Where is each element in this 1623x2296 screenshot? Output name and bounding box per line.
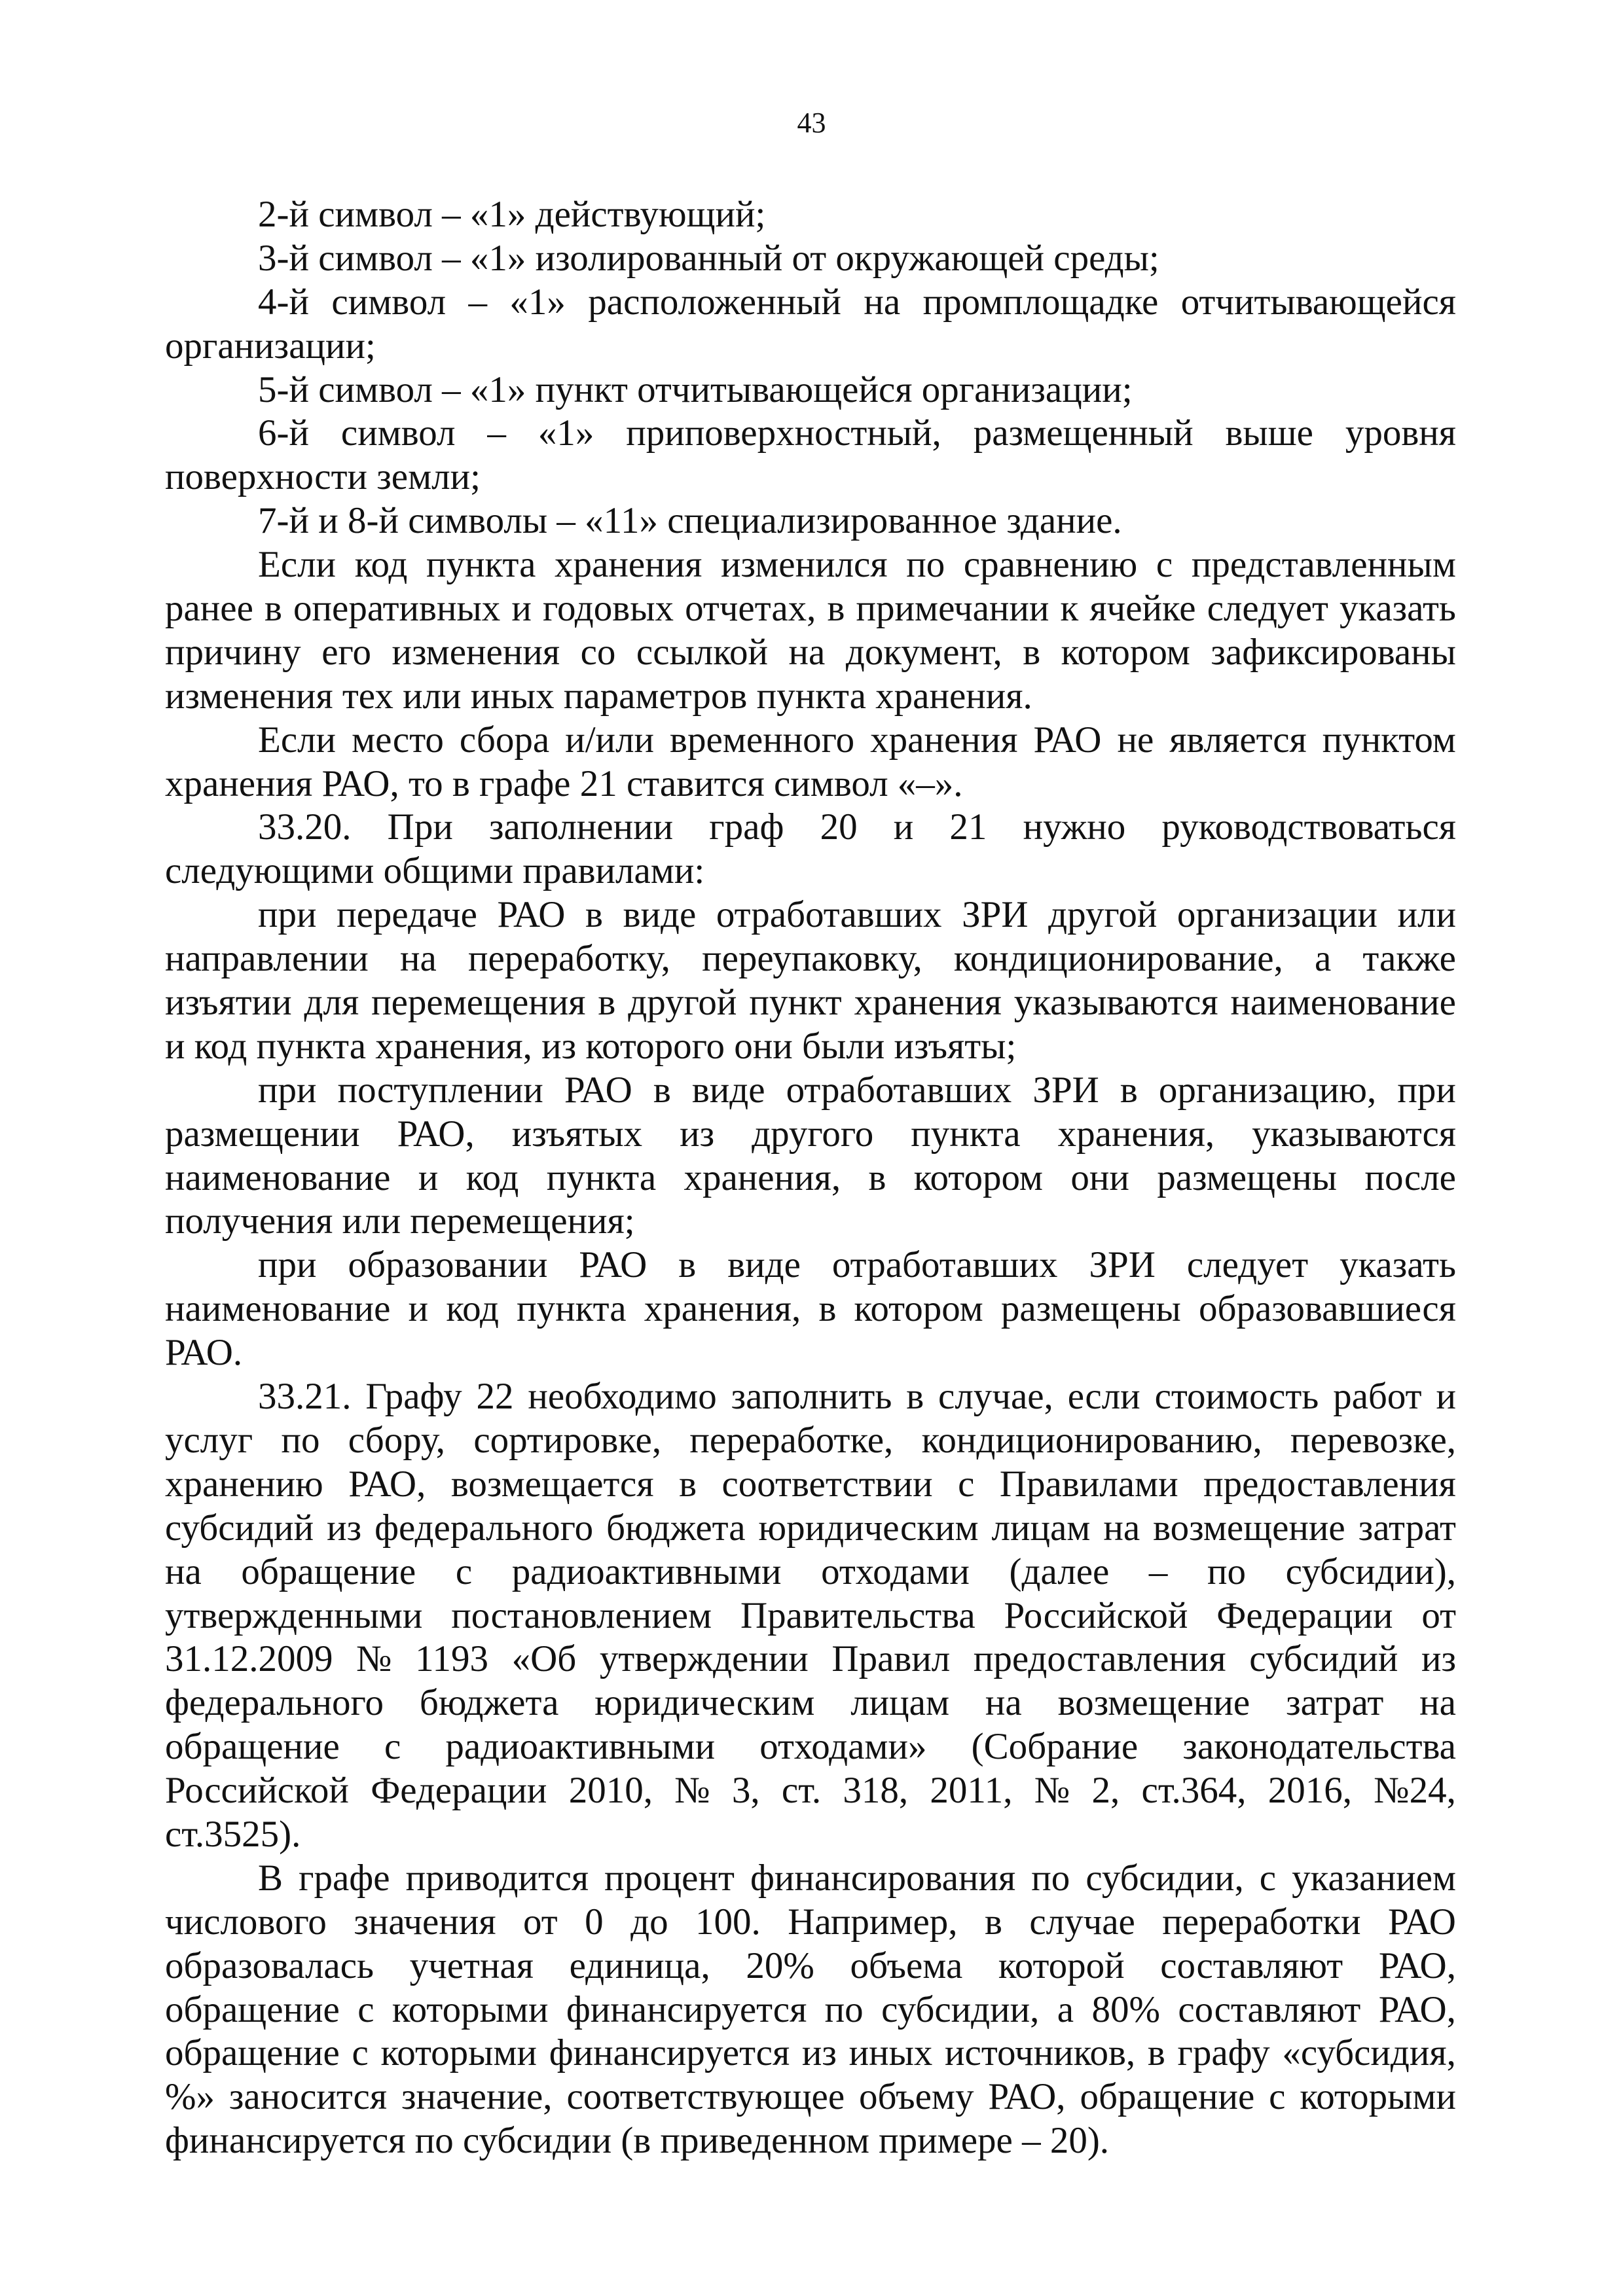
text-line: направлении на переработку, переупаковку, кондиционирование, а также — [165, 938, 1456, 980]
text-line: размещении РАО, изъятых из другого пункта хранения, указываются — [165, 1113, 1456, 1155]
text-line: обращение с радиоактивными отходами» (Собрание законодательства — [165, 1726, 1456, 1768]
text-line: Если место сбора и/или временного хранения РАО не является пунктом — [258, 719, 1456, 761]
text-line: при образовании РАО в виде отработавших ЗРИ следует указать — [258, 1244, 1456, 1286]
paragraph — [165, 1244, 1456, 1375]
text-line: хранения РАО, то в графе 21 ставится символ «–». — [165, 762, 963, 804]
text-line: Если код пункта хранения изменился по сравнению с представленным — [258, 544, 1456, 586]
text-line: услуг по сбору, сортировке, переработке, кондиционированию, перевозке, — [165, 1419, 1456, 1461]
text-line: федерального бюджета юридическим лицам на возмещение затрат на — [165, 1682, 1456, 1724]
paragraph — [165, 237, 1456, 281]
page-number: 43 — [797, 107, 826, 139]
text-line: образовалась учетная единица, 20% объема которой составляют РАО, — [165, 1945, 1456, 1986]
text-line: В графе приводится процент финансирования по субсидии, с указанием — [258, 1857, 1456, 1899]
paragraph — [165, 499, 1456, 543]
body-text — [165, 193, 1456, 2163]
text-line: причину его изменения со ссылкой на документ, в котором зафиксированы — [165, 631, 1456, 673]
text-line: %» заносится значение, соответствующее объему РАО, обращение с которыми — [165, 2076, 1456, 2118]
text-line: следующими общими правилами: — [165, 850, 705, 892]
text-line: 2-й символ – «1» действующий; — [258, 194, 766, 235]
paragraph — [165, 412, 1456, 499]
text-line: получения или перемещения; — [165, 1200, 635, 1242]
paragraph — [165, 893, 1456, 1069]
text-line: изменения тех или иных параметров пункта хранения. — [165, 675, 1032, 717]
text-line: 4-й символ – «1» расположенный на промплощадке отчитывающейся — [258, 281, 1456, 323]
text-line: финансируется по субсидии (в приведенном примере – 20). — [165, 2120, 1110, 2162]
paragraph — [165, 543, 1456, 719]
paragraph — [165, 719, 1456, 806]
text-line: при поступлении РАО в виде отработавших ЗРИ в организацию, при — [258, 1069, 1456, 1111]
text-line: ранее в оперативных и годовых отчетах, в примечании к ячейке следует указать — [165, 588, 1456, 630]
text-line: утвержденными постановлением Правительства Российской Федерации от — [165, 1594, 1456, 1636]
text-line: наименование и код пункта хранения, в котором размещены образовавшиеся — [165, 1288, 1456, 1330]
text-line: поверхности земли; — [165, 456, 481, 498]
text-line: хранению РАО, возмещается в соответствии с Правилами предоставления — [165, 1463, 1456, 1505]
text-line: 5-й символ – «1» пункт отчитывающейся организации; — [258, 368, 1133, 410]
text-line: организации; — [165, 325, 376, 367]
text-line: обращение с которыми финансируется по субсидии, а 80% составляют РАО, — [165, 1988, 1456, 2030]
text-line: при передаче РАО в виде отработавших ЗРИ другой организации или — [258, 894, 1456, 936]
text-line: субсидий из федерального бюджета юридическим лицам на возмещение затрат — [165, 1507, 1456, 1549]
text-line: 6-й символ – «1» приповерхностный, размещенный выше уровня — [258, 412, 1456, 454]
text-line: 33.20. При заполнении граф 20 и 21 нужно руководствоваться — [258, 806, 1456, 848]
text-line: изъятии для перемещения в другой пункт хранения указываются наименование — [165, 982, 1456, 1024]
text-line: и код пункта хранения, из которого они были изъяты; — [165, 1025, 1017, 1067]
text-line: обращение с которыми финансируется из иных источников, в графу «субсидия, — [165, 2032, 1456, 2074]
paragraph — [165, 1069, 1456, 1244]
text-line: РАО. — [165, 1332, 243, 1374]
text-line: на обращение с радиоактивными отходами (далее – по субсидии), — [165, 1551, 1456, 1592]
paragraph — [165, 368, 1456, 412]
paragraph — [165, 193, 1456, 237]
paragraph — [165, 1375, 1456, 1857]
text-line: 33.21. Графу 22 необходимо заполнить в случае, если стоимость работ и — [258, 1376, 1456, 1418]
text-line: наименование и код пункта хранения, в котором они размещены после — [165, 1157, 1456, 1198]
text-line: 3-й символ – «1» изолированный от окружающей среды; — [258, 237, 1159, 279]
text-line: числового значения от 0 до 100. Например, в случае переработки РАО — [165, 1901, 1456, 1943]
text-line: 7-й и 8-й символы – «11» специализированное здание. — [258, 500, 1122, 542]
text-line: Российской Федерации 2010, № 3, ст. 318, 2011, № 2, ст.364, 2016, №24, — [165, 1770, 1456, 1812]
paragraph — [165, 1857, 1456, 2163]
paragraph — [165, 281, 1456, 368]
text-line: ст.3525). — [165, 1813, 301, 1855]
paragraph — [165, 806, 1456, 893]
text-line: 31.12.2009 № 1193 «Об утверждении Правил предоставления субсидий из — [165, 1638, 1456, 1680]
